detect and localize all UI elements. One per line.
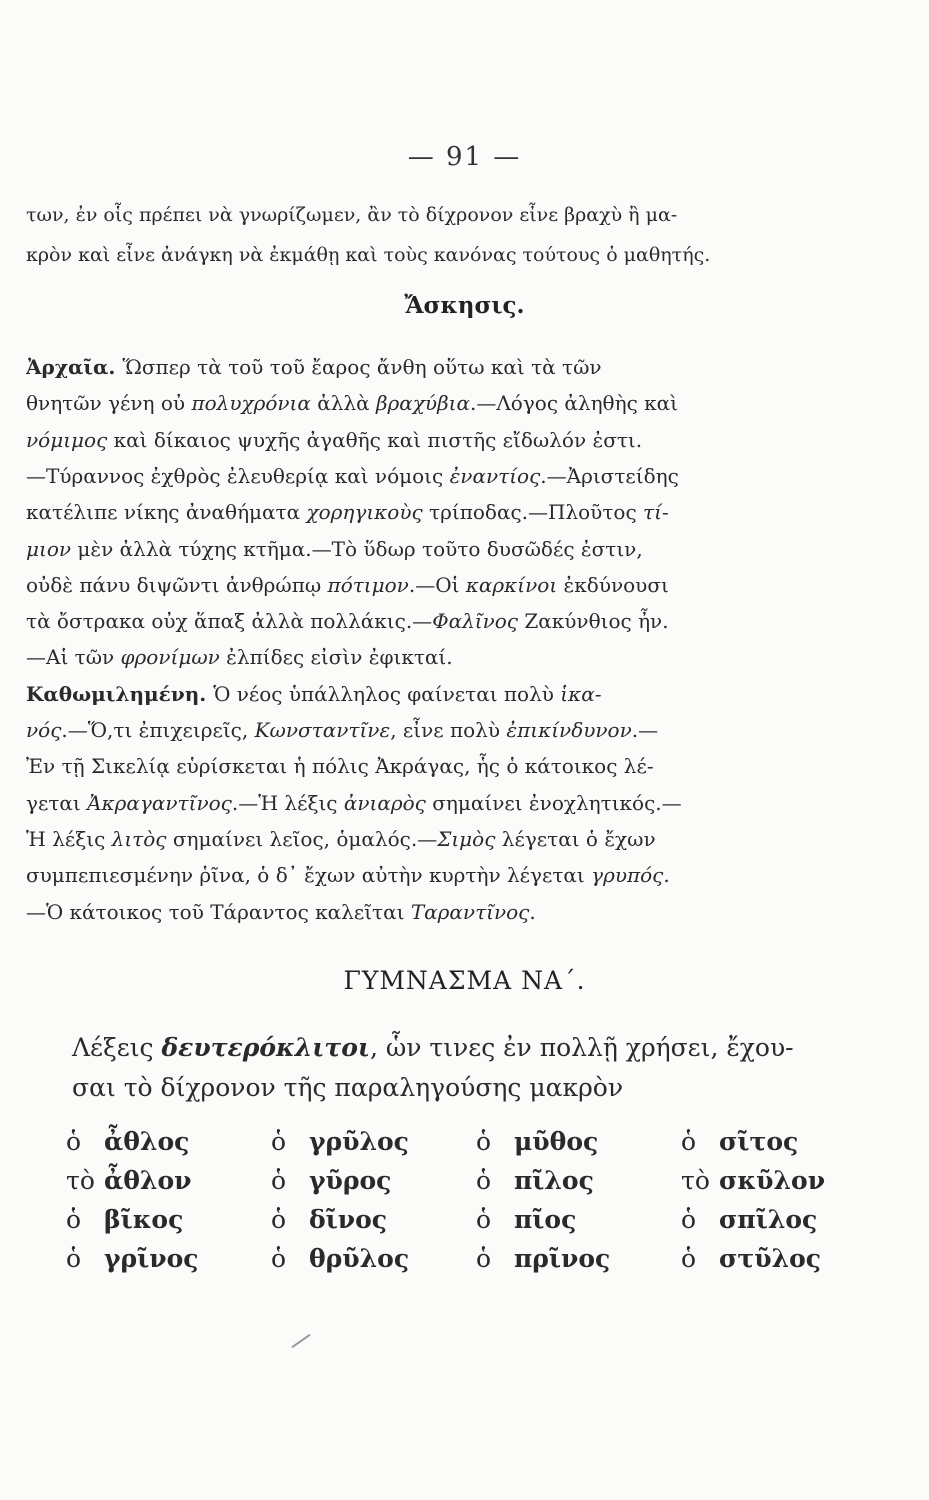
word: δῖνος	[309, 1205, 388, 1234]
text-run: Κωνσταντῖνε	[254, 718, 391, 742]
text-run: Ταραντῖνος	[410, 899, 530, 924]
word-cell	[66, 1200, 271, 1239]
text-run: δευτερόκλιτοι	[161, 1033, 370, 1062]
ink-mark	[291, 1334, 310, 1348]
text-run: , ὧν τινες ἐν πολλῇ χρήσει, ἔχου-	[369, 1033, 794, 1062]
exercise-line	[26, 570, 896, 600]
text-run: μιον	[26, 536, 72, 561]
text-run: .—	[631, 718, 659, 742]
text-run: μὲν ἀλλὰ τύχης κτῆμα.—Τὸ ὕδωρ τοῦτο δυσῶδές ἐστιν,	[71, 536, 643, 561]
text-run: .—Ἡ λέξις	[231, 790, 344, 815]
text-run: των, ἐν οἷς πρέπει νὰ γνωρίζωμεν, ἂν τὸ δίχρονον εἶνε βραχὺ ἢ μα-	[26, 204, 678, 226]
exercise-line	[26, 534, 896, 564]
word-cell	[66, 1239, 271, 1278]
text-run: Σιμὸς	[437, 826, 496, 851]
article: ὁ	[476, 1127, 492, 1156]
text-run: .	[529, 899, 536, 924]
text-run: ἱκα-	[560, 681, 602, 706]
text-run: οὐδὲ πάνυ διψῶντι ἀνθρώπῳ	[26, 572, 328, 597]
table-row	[66, 1239, 886, 1278]
article: τὸ	[66, 1166, 95, 1195]
text-run: θνητῶν γένη οὐ	[26, 391, 192, 416]
word-cell	[271, 1122, 476, 1161]
exercise-line	[26, 461, 896, 491]
exercise-line	[26, 824, 896, 854]
article: τὸ	[681, 1166, 710, 1195]
text-run: πολυχρόνια	[191, 391, 311, 416]
text-run: ἐλπίδες εἰσὶν ἐφικταί.	[219, 645, 453, 670]
word-cell	[476, 1122, 681, 1161]
text-run: τὰ ὄστρακα οὐχ ἅπαξ ἀλλὰ πολλάκις.—	[26, 609, 433, 634]
exercise-line	[26, 497, 896, 527]
word: γῦρος	[309, 1166, 392, 1195]
text-run: καρκίνοι	[465, 572, 558, 597]
text-run: Λέξεις	[72, 1033, 162, 1062]
article: ὁ	[66, 1127, 82, 1156]
text-run: —Ὁ κάτοικος τοῦ Τάραντος καλεῖται	[26, 899, 411, 924]
word: μῦθος	[514, 1127, 599, 1156]
text-run: φρονίμων	[120, 645, 220, 670]
text-run: .—Λόγος ἀληθὴς καὶ	[470, 391, 678, 416]
gymnasma-line	[72, 1030, 902, 1066]
text-run: .	[663, 863, 670, 888]
gymnasma-line	[72, 1070, 902, 1106]
text-run: ἐπικίνδυνον	[506, 718, 632, 742]
word-cell	[271, 1200, 476, 1239]
word-cell	[476, 1239, 681, 1278]
article: ὁ	[476, 1244, 492, 1273]
article: ὁ	[681, 1127, 697, 1156]
word-cell	[681, 1122, 886, 1161]
text-run: λιτὸς	[111, 826, 167, 851]
word-cell	[476, 1200, 681, 1239]
exercise-line	[26, 388, 896, 418]
text-run: τρίποδας.—Πλοῦτος	[422, 500, 643, 525]
word-cell	[476, 1161, 681, 1200]
exercise-line	[26, 751, 896, 781]
text-run: .—Ὅ,τι ἐπιχειρεῖς,	[61, 718, 255, 742]
text-run: σημαίνει λεῖος, ὁμαλός.—	[166, 826, 438, 851]
text-run: —Αἱ τῶν	[26, 645, 121, 670]
word: πῖλος	[514, 1166, 594, 1195]
word: στῦλος	[719, 1244, 822, 1273]
word: γρῖνος	[104, 1244, 199, 1273]
word: σῖτος	[719, 1127, 799, 1156]
word: πρῖνος	[514, 1244, 611, 1273]
text-run: σημαίνει ἐνοχλητικός.—	[425, 790, 682, 815]
text-run: πότιμον	[327, 572, 409, 597]
text-run: Ὁ νέος ὑπάλληλος φαίνεται πολὺ	[213, 681, 561, 706]
page-number: — 91 —	[407, 142, 522, 172]
text-run: ἐναντίος	[449, 463, 541, 488]
word-table	[66, 1122, 886, 1278]
exercise-line	[26, 715, 896, 745]
text-run: ἐκδύνουσι	[557, 572, 669, 597]
text-run: Ζακύνθιος ἦν.	[518, 609, 669, 634]
article: ὁ	[66, 1244, 82, 1273]
exercise-line	[26, 860, 896, 890]
text-run: Φαλῖνος	[432, 609, 519, 634]
article: ὁ	[271, 1205, 287, 1234]
intro-line	[26, 200, 896, 230]
word: βῖκος	[104, 1205, 184, 1234]
text-run: —Τύραννος ἐχθρὸς ἐλευθερίᾳ καὶ νόμοις	[26, 463, 450, 488]
table-row	[66, 1200, 886, 1239]
text-run: ἀνιαρὸς	[343, 790, 426, 815]
text-run: νόμιμος	[26, 427, 108, 452]
exercise-line	[26, 788, 896, 818]
exercise-line	[26, 642, 896, 672]
text-run: Ἀρχαῖα.	[26, 355, 123, 379]
exercise-line	[26, 897, 896, 927]
text-run: χορηγικοὺς	[306, 500, 423, 525]
exercise-line	[26, 352, 896, 382]
word: ἆθλον	[104, 1166, 192, 1195]
word-cell	[66, 1161, 271, 1200]
word-cell	[271, 1161, 476, 1200]
text-run: .—Ἀριστείδης	[540, 463, 679, 488]
text-run: , εἶνε πολὺ	[390, 718, 507, 742]
article: ὁ	[681, 1205, 697, 1234]
article: ὁ	[271, 1166, 287, 1195]
article: ὁ	[66, 1205, 82, 1234]
exercise-line	[26, 606, 896, 636]
word: γρῦλος	[309, 1127, 409, 1156]
word: σπῖλος	[719, 1205, 818, 1234]
table-row	[66, 1161, 886, 1200]
word-cell	[681, 1239, 886, 1278]
word-cell	[271, 1239, 476, 1278]
exercise-line	[26, 679, 896, 709]
text-run: γρυπός	[591, 863, 664, 888]
exercise-heading: Ἄσκησις.	[404, 292, 525, 319]
intro-line	[26, 240, 896, 270]
text-run: ἀλλὰ	[310, 391, 376, 416]
text-run: σαι τὸ δίχρονον τῆς παραληγούσης μακρὸν	[72, 1073, 624, 1102]
text-run: κατέλιπε νίκης ἀναθήματα	[26, 500, 307, 525]
table-row	[66, 1122, 886, 1161]
text-run: νός	[26, 718, 62, 742]
word: θρῦλος	[309, 1244, 410, 1273]
word-cell	[66, 1122, 271, 1161]
word: πῖος	[514, 1205, 577, 1234]
exercise-line	[26, 425, 896, 455]
text-run: κρὸν καὶ εἶνε ἀνάγκη νὰ ἐκμάθῃ καὶ τοὺς κανόνας τούτους ὁ μαθητής.	[26, 244, 711, 266]
text-run: Ὥσπερ τὰ τοῦ τοῦ ἔαρος ἄνθη οὕτω καὶ τὰ τῶν	[122, 355, 602, 379]
text-run: τί-	[643, 500, 669, 525]
text-run: Ἀκραγαντῖνος	[87, 790, 232, 815]
text-run: γεται	[26, 790, 88, 815]
article: ὁ	[271, 1127, 287, 1156]
text-run: Καθωμιλημένη.	[26, 681, 214, 706]
text-run: καὶ δίκαιος ψυχῆς ἀγαθῆς καὶ πιστῆς εἴδωλόν ἐστι.	[107, 427, 643, 452]
text-run: λέγεται ὁ ἔχων	[495, 826, 656, 851]
word-cell	[681, 1200, 886, 1239]
text-run: Ἡ λέξις	[26, 826, 112, 851]
word-cell	[681, 1161, 886, 1200]
text-run: συμπεπιεσμένην ῥῖνα, ὁ δ᾽ ἔχων αὐτὴν κυρτὴν λέγεται	[26, 863, 592, 888]
text-run: Ἐν τῇ Σικελίᾳ εὑρίσκεται ἡ πόλις Ἀκράγας, ἧς ὁ κάτοικος λέ-	[26, 754, 654, 779]
article: ὁ	[681, 1244, 697, 1273]
article: ὁ	[476, 1205, 492, 1234]
word: ἆθλος	[104, 1127, 190, 1156]
article: ὁ	[476, 1166, 492, 1195]
text-run: βραχύβια	[375, 391, 470, 416]
text-run: .—Οἱ	[408, 572, 466, 597]
gymnasma-title: ΓΥΜΝΑΣΜΑ ΝΑ΄.	[343, 966, 586, 995]
word: σκῦλον	[719, 1166, 826, 1195]
article: ὁ	[271, 1244, 287, 1273]
